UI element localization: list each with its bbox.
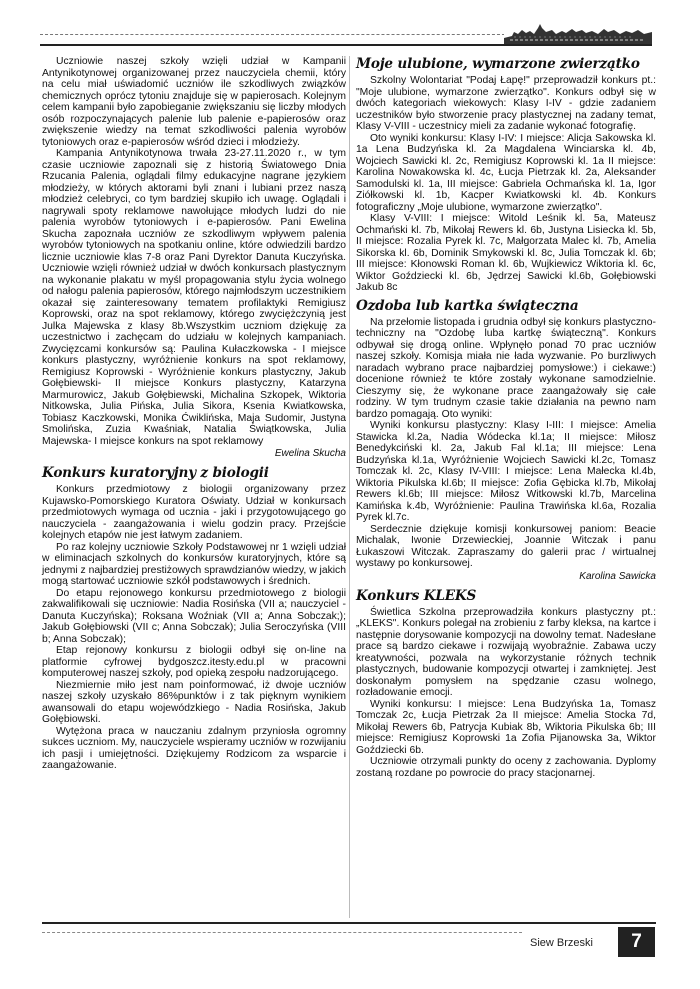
article-paragraph: Świetlica Szkolna przeprowadziła konkurs plastyczny pt.: „KLEKS". Konkurs polegał na zrobieniu z farby kleksa, na kartce i następnie dorysowanie kompozycji na dowolny temat. Nadesłane prace są bardzo ciekawe i rozwijają wyobraźnie. Zabawa uczy kreatywności, pozwala na wykorzystanie różnych technik plastycznych, budowanie kompozycji otwartej i zamkniętej. Jest doskonałym pomysłem na spędzanie czasu wolnego, rozładowanie emocji. [356,606,656,698]
article-paragraph: Wyniki konkursu plastyczny: Klasy I-III: I miejsce: Amelia Stawicka kl.2a, Nadia Wódecka kl.1a; II miejsce: Miłosz Benedykciński kl. 2a, Jakub Fal kl.1a; III miejsce: Lena Budzyńska kl.1a, Wyróżnienie Wojciech Sawicki kl.2c, Tomasz Tomczak kl. 2c, Klasy IV-VIII: I miejsce: Lena Małecka kl.4b, Wiktoria Pikulska kl.6b; II miejsce: Zofia Gębicka kl.7b, Mikołaj Rewers kl.6b; III miejsce: Miłosz Witkowski kl.7b, Marcelina Kamińska k.4b, Wyróżnienie: Paulina Trawińska kl.6a, Rozalia Pyrek kl.7c. [356,420,656,523]
page-number: 7 [618,927,655,957]
footer-rule [42,922,656,924]
article-paragraph: Uczniowie otrzymali punkty do oceny z zachowania. Dyplomy zostaną rozdane po powrocie do pracy stacjonarnej. [356,756,656,779]
town-skyline-icon [504,22,652,44]
article-paragraph: Do etapu rejonowego konkursu przedmiotowego z biologii zakwalifikowali się uczniowie: Nadia Rosińska (VII a; nauczyciel - Danuta Kuczyńska); Roksana Woźniak (VII a; Anna Sobczak;); Jakub Gołębiowski (VII c; Anna Sobczak); Julia Seroczyńska (VIII b; Anna Sobczak); [42,587,346,645]
article-paragraph: Klasy V-VIII: I miejsce: Witold Leśnik kl. 5a, Mateusz Ochmański kl. 7b, Mikołaj Rewers kl. 6b, Justyna Lisiecka kl. 5b, II miejsce: Rozalia Pyrek kl. 7c, Małgorzata Malec kl. 7b, Amelia Sikorska kl. 6b, Dominik Smykowski kl. 8c, Julia Tomczak kl. 6b; III miejsce: Kłonowski Roman kl. 6b, Wujkiewicz Wiktoria kl. 6c, Wiktor Goździecki kl. 6b, Jędrzej Sawicki kl.6b, Gołębiowski Jakub 8c [356,213,656,293]
article-paragraph: Wyniki konkursu: I miejsce: Lena Budzyńska 1a, Tomasz Tomczak 2c, Łucja Pietrzak 2a II miejsce: Amelia Stocka 7d, Mikołaj Rewers 6b, Patrycja Kubiak 8b, Wiktoria Pikulska 6b; III miejsce: Remigiusz Koprowski 1a Zofia Pijanowska 3a, Wiktor Goździecki 6b. [356,698,656,756]
article-heading: Ozdoba lub kartka świąteczna [356,297,579,314]
article-paragraph: Etap rejonowy konkursu z biologii odbył się on-line na platformie cyfrowej bydgoszcz.itesty.edu.pl w pracowni komputerowej naszej szkoły, pod opieką zespołu nadzorującego. [42,645,346,679]
article-paragraph: Na przełomie listopada i grudnia odbył się konkurs plastyczno-techniczny na "Ozdobę luba kartkę świąteczną". Konkurs odbywał się drogą online. Wpłynęło ponad 70 prac uczniów naszej szkoły. Komisja miała nie łada wyzwanie. Po burzliwych naradach wybrano prace najbardziej pomysłowe:) i ciekawe:) docenione również te które zostały wykonane samodzielnie. Cieszymy się, że wykonane prace zaangażowały się całe rodziny. W tym trudnym czasie takie działania na pewno nam bardzo pomagają. Oto wyniki: [356,316,656,420]
article-paragraph: Oto wyniki konkursu: Klasy I-IV: I miejsce: Alicja Sakowska kl. 1a Lena Budzyńska kl. 2a Magdalena Winciarska kl. 4b, Wojciech Sawicki kl. 2c, Remigiusz Koprowski kl. 1a II miejsce: Karolina Nowakowska kl. 4c, Łucja Pietrzak kl. 2a, Aleksander Samodulski kl. 1a, III miejsce: Gabriela Ochmańska kl. 1a, Igor Ziółkowski kl. 1b, Kacper Kwiatkowski kl. 4b. Konkurs fotograficzny „Moje ulubione, wymarzone zwierzątko". [356,132,656,213]
right-column [356,56,656,779]
article-paragraph: Wytężona praca w nauczaniu zdalnym przyniosła ogromny sukces uczniom. My, nauczyciele wspieramy uczniów w rozwijaniu ich pasji i umiejętności. Dziękujemy Rodzicom za wsparcie i zaangażowanie. [42,725,346,771]
publication-name: Siew Brzeski [530,937,593,949]
article-signature: Ewelina Skucha [274,448,346,459]
column-separator [349,56,350,918]
article-paragraph: Uczniowie naszej szkoły wzięli udział w Kampanii Antynikotynowej organizowanej przez nauczyciela chemii, który na celu miał uświadomić uczniów ile szkodliwych związków chemicznych oprócz tytoniu znajduje się w papierosach. Kolejnym celem kampanii było zapobieganie zwiększaniu się liczby młodych osób rozpoczynających palenie lub palenie e-papierosów oraz zwiększenie wiedzy na temat szkodliwości palenia wyrobów tytoniowych oraz e-papierosów wśród dzieci i młodzieży. [42,56,346,148]
header-rule [40,44,652,46]
article-paragraph: Szkolny Wolontariat "Podaj Łapę!" przeprowadził konkurs pt.: "Moje ulubione, wymarzone zwierzątko". Konkurs odbył się w dwóch kategoriach wiekowych: Klasy I-IV - gdzie zadaniem uczestników było stworzenie pracy plastycznej na zadany temat, Klasy V-VIII - uczestnicy mieli za zadanie wykonać fotografię. [356,75,656,132]
article-signature: Karolina Sawicka [579,570,656,582]
header-dashed-line [40,34,510,35]
article-paragraph: Po raz kolejny uczniowie Szkoły Podstawowej nr 1 wzięli udział w eliminacjach szkolnych do konkursów kuratoryjnych, które są jednymi z najbardziej prestiżowych sprawdzianów wiedzy, w jakich mogą startować uczniowie szkół podstawowych i średnich. [42,541,346,587]
article-heading: Konkurs kuratoryjny z biologii [42,465,269,481]
article-paragraph: Serdecznie dziękuje komisji konkursowej paniom: Beacie Michalak, Iwonie Drzewieckiej, Joannie Witczak i panu Łukaszowi Witczak. Zapraszamy do galerii prac / wirtualnej wystawy po konkursowej. [356,523,656,569]
footer-dashed-line [42,932,522,933]
article-heading: Moje ulubione, wymarzone zwierzątko [356,56,640,72]
header-band [40,22,652,48]
article-paragraph: Konkurs przedmiotowy z biologii organizowany przez Kujawsko-Pomorskiego Kuratora Oświaty. Udział w konkursach przedmiotowych wymaga od ucznia - jaki i przygotowującego go nauczyciela - zaangażowania i wielu godzin pracy. Przejście kolejnych etapów nie jest łatwym zadaniem. [42,484,346,541]
article-paragraph: Kampania Antynikotynowa trwała 23-27.11.2020 r., w tym czasie uczniowie zapoznali się z historią Światowego Dnia Rzucania Palenia, oglądali filmy edukacyjne nagrane językiem młodzieży, w których aktorami byli znani i lubiani przez naszą młodzież celebryci, co tym bardziej skupiło ich uwagę. Oglądali i nagrywali spoty reklamowe nawołujące młodych ludzi do nie palenia wyrobów tytoniowych i e-papierosów. Pani Ewelina Skucha zapoznała uczniów ze szkodliwym wpływem palenia wyrobów tytoniowych na spotkaniu online, które odwiedzili bardzo licznie uczniowie klas 7-8 oraz Pani Dyrektor Danuta Kuczyńska. Uczniowie wzięli również udział w dwóch konkursach plastycznym na wykonanie plakatu w myśl propagowania stylu życia wolnego od nałogu palenia papierosów, którego najmłodszym uczestnikiem okazał się zainteresowany tematem profilaktyki Remigiusz Koprowski, oraz na spot reklamowy, którego zwyciężczynią jest Julka Majewska z klasy 8b.Wszystkim uczniom dziękuję za uczestnictwo i zachęcam do udziału w kolejnych kampaniach. Zwycięzcami konkursów są: Paulina Kułaczkowska - I miejsce konkurs plastyczny, wyróżnienie konkurs na spot reklamowy, Remigiusz Koprowski - Wyróżnienie konkurs plastyczny, Jakub Gołębiewski- II miejsce Konkurs plastyczny, Katarzyna Marmurowicz, Jakub Gołębiewski, Michalina Szkopek, Wiktoria Nitkowska, Julia Pińska, Julia Sikora, Ksenia Kwiatkowska, Tobiasz Kaczkowski, Monika Ćwiklińska, Maja Sudomir, Justyna Smolińska, Zuzia Kwaśniak, Natalia Świątkowska, Julia Majewska- I miejsce konkurs na spot reklamowy [42,148,346,447]
left-column [42,56,346,772]
article-paragraph: Niezmiernie miło jest nam poinformować, iż dwoje uczniów naszej szkoły uzyskało 86%punktów i z tak pięknym wynikiem awansowali do etapu wojewódzkiego - Nadia Rosińska, Jakub Gołębiowski. [42,679,346,725]
article-heading: Konkurs KLEKS [356,587,477,604]
